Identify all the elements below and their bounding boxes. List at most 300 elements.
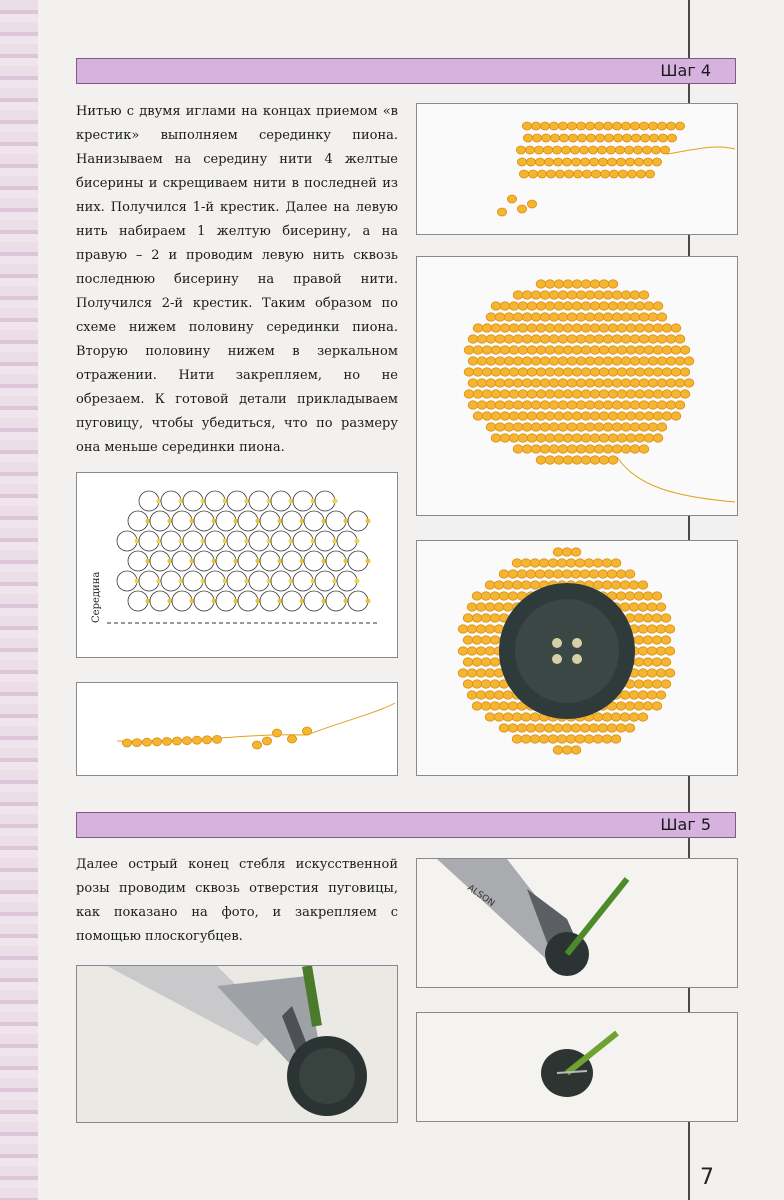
step-5-label: Шаг 5 <box>660 815 711 834</box>
bead <box>630 423 640 431</box>
bead <box>530 559 540 567</box>
scheme-loop <box>315 491 335 511</box>
bead <box>581 434 591 442</box>
bead <box>634 680 644 688</box>
bead <box>490 680 500 688</box>
bead <box>558 335 568 343</box>
bead <box>585 401 595 409</box>
bead <box>617 434 627 442</box>
bead <box>647 603 657 611</box>
bead <box>593 735 603 743</box>
bead <box>486 335 496 343</box>
bead <box>585 445 595 453</box>
scheme-loop <box>337 531 357 551</box>
photo-partial-mesh <box>416 103 738 235</box>
bead <box>580 724 590 732</box>
bead <box>553 548 563 556</box>
scheme-loop <box>238 551 258 571</box>
bead <box>603 313 613 321</box>
bead <box>564 170 573 178</box>
bead <box>513 401 523 409</box>
bead <box>644 412 654 420</box>
bead <box>548 735 558 743</box>
bead <box>639 122 648 130</box>
bead <box>644 390 654 398</box>
bead <box>544 724 554 732</box>
bead <box>626 346 636 354</box>
bead <box>549 313 559 321</box>
bead <box>625 570 635 578</box>
bead <box>554 390 564 398</box>
bead <box>616 702 626 710</box>
bead <box>582 170 591 178</box>
bead <box>162 737 171 745</box>
scheme-bead <box>333 499 338 504</box>
bead <box>639 379 649 387</box>
bead <box>482 368 492 376</box>
bead <box>522 313 532 321</box>
scheme-loop <box>348 511 368 531</box>
bead <box>558 122 567 130</box>
bead <box>504 335 514 343</box>
scheme-loop <box>315 571 335 591</box>
bead <box>463 636 473 644</box>
bead <box>617 390 627 398</box>
bead <box>172 737 181 745</box>
bead <box>272 729 281 737</box>
bead <box>642 146 651 154</box>
step-4-header <box>76 58 736 84</box>
bead <box>477 335 487 343</box>
bead <box>558 445 568 453</box>
bead <box>590 434 600 442</box>
bead <box>536 302 546 310</box>
bead <box>526 158 535 166</box>
scheme-loop <box>128 551 148 571</box>
bead <box>611 713 621 721</box>
bead <box>490 614 500 622</box>
bead <box>463 614 473 622</box>
bead <box>517 158 526 166</box>
bead <box>589 724 599 732</box>
bead <box>638 691 648 699</box>
scheme-loop <box>249 531 269 551</box>
scheme-loop <box>304 591 324 611</box>
scheme-loop <box>205 571 225 591</box>
bead <box>571 158 580 166</box>
bead <box>643 680 653 688</box>
scheme-loop <box>172 511 192 531</box>
bead <box>508 724 518 732</box>
bead <box>481 592 491 600</box>
bead <box>639 445 649 453</box>
bead <box>590 346 600 354</box>
bead <box>202 736 211 744</box>
bead <box>521 735 531 743</box>
bead <box>486 379 496 387</box>
scheme-loop <box>249 571 269 591</box>
bead <box>635 390 645 398</box>
bead <box>521 559 531 567</box>
bead <box>620 691 630 699</box>
bead <box>576 335 586 343</box>
bead <box>657 357 667 365</box>
bead <box>481 702 491 710</box>
bead <box>495 423 505 431</box>
bead <box>607 158 616 166</box>
scheme-loop <box>216 511 236 531</box>
bead <box>675 357 685 365</box>
bead <box>635 434 645 442</box>
bead <box>608 412 618 420</box>
bead <box>476 669 486 677</box>
bead <box>662 412 672 420</box>
bead <box>572 280 582 288</box>
bead <box>579 146 588 154</box>
bead <box>567 122 576 130</box>
bead <box>648 423 658 431</box>
bead <box>518 434 528 442</box>
bead <box>612 291 622 299</box>
bead <box>653 434 663 442</box>
bead <box>549 122 558 130</box>
bead <box>591 170 600 178</box>
bead <box>477 357 487 365</box>
bead <box>545 346 555 354</box>
bead <box>661 614 671 622</box>
bead <box>635 412 645 420</box>
partial-mesh-svg <box>417 104 737 234</box>
thread <box>667 147 735 154</box>
scheme-loop <box>117 531 137 551</box>
pliers-small-svg <box>417 859 737 987</box>
bead <box>590 302 600 310</box>
bead <box>626 302 636 310</box>
bead <box>617 368 627 376</box>
bead <box>563 324 573 332</box>
bead <box>585 313 595 321</box>
bead <box>481 680 491 688</box>
bead <box>549 291 559 299</box>
bead <box>472 614 482 622</box>
bead <box>657 335 667 343</box>
bead <box>554 346 564 354</box>
scheme-loop <box>326 591 346 611</box>
bead <box>611 735 621 743</box>
bead <box>602 735 612 743</box>
bead <box>661 680 671 688</box>
bead <box>540 423 550 431</box>
bead <box>491 346 501 354</box>
bead <box>653 412 663 420</box>
bead <box>603 291 613 299</box>
bead <box>302 727 311 735</box>
bead <box>566 559 576 567</box>
step-4-instructions: Нитью с двумя иглами на концах приемом «в крестик» выполняем серединку пиона. Нанизываем на середину нити 4 желтые бисерины и скрещиваем нити в последней из них. Получился 1-й крестик. Далее на левую нить набираем 1 желтую бисерину, а на правую – 2 и проводим левую нить сквозь последнюю бисерину на правой нити. Получился 2-й крестик. Таким образом по схеме нижем половину серединки пиона. Вторую половину нижем в зеркальном отражении. Нити закрепляем, но не обрезаем. К готовой детали прикладываем пуговицу, чтобы убедиться, что по размеру она меньше серединки пиона. <box>76 104 398 455</box>
button-hole <box>572 654 582 664</box>
bead <box>581 324 591 332</box>
bead <box>486 313 496 321</box>
bead <box>491 390 501 398</box>
bead <box>629 581 639 589</box>
bead <box>142 738 151 746</box>
bead <box>576 291 586 299</box>
scheme-loop <box>293 571 313 591</box>
bead <box>545 390 555 398</box>
bead <box>491 368 501 376</box>
bead <box>576 122 585 130</box>
bead <box>558 423 568 431</box>
bead <box>658 134 667 142</box>
bead <box>558 379 568 387</box>
scheme-bead <box>355 579 360 584</box>
scheme-loop <box>326 511 346 531</box>
bead <box>631 134 640 142</box>
bead <box>481 658 491 666</box>
bead <box>522 335 532 343</box>
bead <box>599 412 609 420</box>
bead <box>503 691 513 699</box>
bead <box>526 570 536 578</box>
bead <box>531 122 540 130</box>
scheme-loop <box>227 571 247 591</box>
bead <box>607 724 617 732</box>
bead <box>630 401 640 409</box>
scheme-loop <box>227 491 247 511</box>
bead <box>473 390 483 398</box>
bead <box>513 423 523 431</box>
bead <box>518 324 528 332</box>
bead <box>491 434 501 442</box>
bead <box>634 636 644 644</box>
bead <box>476 691 486 699</box>
bead <box>562 570 572 578</box>
bead <box>617 412 627 420</box>
bead <box>680 346 690 354</box>
bead <box>558 401 568 409</box>
bead <box>495 379 505 387</box>
bead <box>657 313 667 321</box>
bead <box>656 691 666 699</box>
bead <box>467 603 477 611</box>
bead <box>585 335 595 343</box>
bead <box>598 724 608 732</box>
bead <box>504 379 514 387</box>
bead <box>618 170 627 178</box>
bead <box>535 158 544 166</box>
bead <box>684 379 694 387</box>
bead <box>536 434 546 442</box>
bead <box>648 313 658 321</box>
bead <box>594 445 604 453</box>
bead <box>262 737 271 745</box>
bead <box>617 302 627 310</box>
bead <box>594 357 604 365</box>
bead <box>629 713 639 721</box>
bead <box>467 647 477 655</box>
bead <box>536 456 546 464</box>
bead <box>644 324 654 332</box>
bead <box>630 122 639 130</box>
bead <box>580 570 590 578</box>
bead <box>638 713 648 721</box>
bead <box>626 324 636 332</box>
bead <box>545 434 555 442</box>
scheme-bead <box>366 599 371 604</box>
bead <box>563 346 573 354</box>
bead <box>482 324 492 332</box>
scheme-loop <box>139 571 159 591</box>
bead <box>503 581 513 589</box>
bead <box>639 357 649 365</box>
bead <box>656 669 666 677</box>
bead <box>495 357 505 365</box>
scheme-bead <box>355 539 360 544</box>
bead <box>458 647 468 655</box>
bead <box>563 280 573 288</box>
bead <box>666 379 676 387</box>
bead <box>671 346 681 354</box>
bead <box>657 122 666 130</box>
bead <box>527 200 536 208</box>
bead <box>621 335 631 343</box>
bead <box>537 170 546 178</box>
bead <box>680 390 690 398</box>
bead <box>485 691 495 699</box>
bead <box>567 445 577 453</box>
photo-button-on-stem <box>416 1012 738 1122</box>
bead <box>666 401 676 409</box>
bead <box>666 357 676 365</box>
bead <box>509 346 519 354</box>
bead <box>657 401 667 409</box>
bead <box>566 735 576 743</box>
scheme-loop <box>194 551 214 571</box>
bead <box>567 313 577 321</box>
bead <box>525 146 534 154</box>
bead <box>527 390 537 398</box>
bead <box>473 324 483 332</box>
bead <box>581 390 591 398</box>
bead <box>616 724 626 732</box>
bead <box>497 208 506 216</box>
bead <box>639 401 649 409</box>
bead <box>594 423 604 431</box>
bead <box>531 445 541 453</box>
bead <box>667 134 676 142</box>
bead <box>647 669 657 677</box>
bead <box>485 625 495 633</box>
scheme-loop <box>271 491 291 511</box>
bead <box>509 434 519 442</box>
bead <box>580 158 589 166</box>
bead <box>472 702 482 710</box>
finished-center-svg <box>417 257 737 515</box>
bead <box>603 122 612 130</box>
scheme-loop <box>304 551 324 571</box>
bead <box>671 324 681 332</box>
bead <box>625 702 635 710</box>
bead <box>635 302 645 310</box>
bead <box>550 134 559 142</box>
bead <box>252 741 261 749</box>
bead <box>490 658 500 666</box>
bead <box>531 379 541 387</box>
bead <box>549 445 559 453</box>
bead <box>602 581 612 589</box>
scheme-svg <box>77 473 397 657</box>
bead <box>553 158 562 166</box>
bead <box>653 368 663 376</box>
bead <box>513 291 523 299</box>
bead <box>482 390 492 398</box>
bead <box>468 379 478 387</box>
bead <box>554 302 564 310</box>
bead <box>503 713 513 721</box>
bead <box>473 412 483 420</box>
bead <box>494 581 504 589</box>
bead <box>594 379 604 387</box>
bead <box>573 170 582 178</box>
bead <box>648 379 658 387</box>
bead <box>490 592 500 600</box>
bead <box>675 379 685 387</box>
bead <box>648 335 658 343</box>
bead <box>644 368 654 376</box>
scheme-loop <box>161 491 181 511</box>
bead <box>540 445 550 453</box>
bead <box>572 412 582 420</box>
photo-pliers-large <box>76 965 398 1123</box>
bead <box>509 368 519 376</box>
bead <box>500 390 510 398</box>
bead <box>599 434 609 442</box>
bead <box>575 559 585 567</box>
scheme-loop <box>216 551 236 571</box>
bead <box>604 134 613 142</box>
bead <box>585 379 595 387</box>
bead <box>652 636 662 644</box>
step-5-instructions: Далее острый конец стебля искусственной розы проводим сквозь отверстия пуговицы, как показано на фото, и закрепляем с помощью плоскогубцев. <box>76 857 398 944</box>
bead <box>572 368 582 376</box>
bead <box>563 368 573 376</box>
scheme-loop <box>139 531 159 551</box>
bead <box>653 302 663 310</box>
bead <box>522 357 532 365</box>
bead <box>482 412 492 420</box>
bead <box>513 313 523 321</box>
scheme-loop <box>205 491 225 511</box>
bead <box>644 434 654 442</box>
pliers-large-svg <box>77 966 397 1122</box>
bead <box>182 737 191 745</box>
bead <box>625 724 635 732</box>
bead <box>638 669 648 677</box>
bead <box>621 122 630 130</box>
bead <box>645 170 654 178</box>
bead <box>500 302 510 310</box>
bead <box>536 368 546 376</box>
bead <box>589 570 599 578</box>
bead <box>599 390 609 398</box>
bead <box>572 390 582 398</box>
bead <box>554 324 564 332</box>
bead <box>464 368 474 376</box>
bead <box>603 379 613 387</box>
bead <box>635 368 645 376</box>
bead <box>558 357 568 365</box>
bead <box>593 713 603 721</box>
